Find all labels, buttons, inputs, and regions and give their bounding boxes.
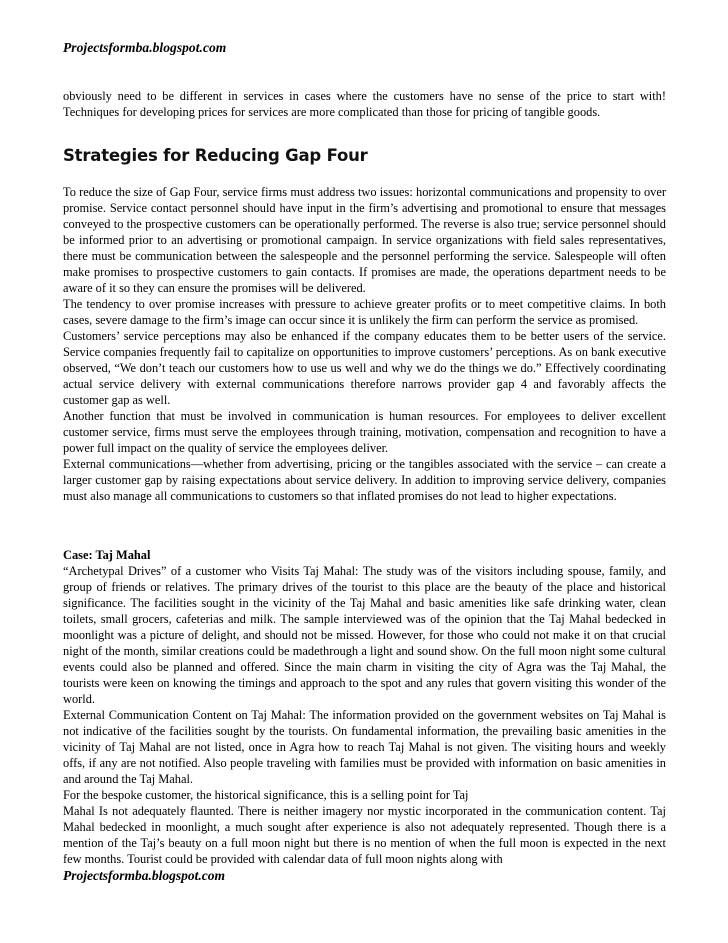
paragraph: obviously need to be different in services in cases where the customers have no sense of the price to start with! Techniques for developing prices for services are more complicated than those for pricing of tangible goods. <box>63 89 666 119</box>
case-section <box>63 547 666 867</box>
paragraph: External communications—whether from advertising, pricing or the tangibles associated with the service – can create a larger customer gap by raising expectations about service delivery. In addition to improving service delivery, companies must also manage all communications to customers so that inflated promises do not lead to higher expectations. <box>63 457 666 503</box>
intro-text <box>63 88 666 120</box>
paragraph: Another function that must be involved in communication is human resources. For employees to deliver excellent customer service, firms must serve the employees through training, motivation, compensation and recognition to have a power full impact on the quality of service the employees deliver. <box>63 409 666 455</box>
section-heading: Strategies for Reducing Gap Four <box>63 146 368 165</box>
paragraph: To reduce the size of Gap Four, service firms must address two issues: horizontal communications and propensity to over promise. Service contact personnel should have input in the firm’s advertising and promotional to ensure that messages conveyed to the prospective customers can be operationally performed. The reverse is also true; service personnel should be informed prior to an advertising or promotional campaign. In service organizations with field sales representatives, there must be communication between the salespeople and the personnel performing the service. Salespeople will often make promises to prospective customers to gain contacts. If promises are made, the operations department needs to be aware of it so they can ensure the promises will be delivered. <box>63 185 666 295</box>
paragraph: Mahal Is not adequately flaunted. There is neither imagery nor mystic incorporated in the communication content. Taj Mahal bedecked in moonlight, a much sought after experience is also not adequately represented. Though there is a mention of the Taj’s beauty on a full moon night but there is no mention of when the full moon is expected in the next few months. Tourist could be provided with calendar data of full moon nights along with <box>63 804 666 866</box>
paragraph: For the bespoke customer, the historical significance, this is a selling point for Taj <box>63 788 469 802</box>
paragraph: Customers’ service perceptions may also be enhanced if the company educates them to be better users of the service. Service companies frequently fail to capitalize on opportunities to improve customers’ perceptions. As on bank executive observed, “We don’t teach our customers how to use us well and why we do the things we do.” Effectively coordinating actual service delivery with external communications therefore narrows provider gap 4 and favorably affects the customer gap as well. <box>63 329 666 407</box>
case-heading: Case: Taj Mahal <box>63 548 151 562</box>
paragraph: “Archetypal Drives” of a customer who Visits Taj Mahal: The study was of the visitors including spouse, family, and group of friends or relatives. The primary drives of the tourist to this place are the beauty of the place and historical significance. The facilities sought in the vicinity of the Taj Mahal and basic amenities like safe drinking water, clean toilets, small grocers, cafeterias and milk. The sample interviewed was of the opinion that the Taj Mahal bedecked in moonlight was a picture of delight, and should not be missed. However, for those who could not make it on that crucial night of the month, similar creations could be madethrough a light and sound show. On the full moon night some cultural events could also be planned and offered. Since the main charm in visiting the city of Agra was the Taj Mahal, the tourists were keen on knowing the timings and approach to the spot and any rules that govern visiting this wonder of the world. <box>63 564 666 706</box>
paragraph: The tendency to over promise increases with pressure to achieve greater profits or to meet competitive claims. In both cases, severe damage to the firm’s image can occur since it is unlikely the firm can perform the service as promised. <box>63 297 666 327</box>
section-body <box>63 184 666 504</box>
page-header: Projectsformba.blogspot.com <box>63 40 227 55</box>
page-footer: Projectsformba.blogspot.com <box>63 868 225 883</box>
paragraph: External Communication Content on Taj Mahal: The information provided on the government websites on Taj Mahal is not indicative of the facilities sought by the tourists. On fundamental information, the prevailing basic amenities in the vicinity of Taj Mahal are not listed, once in Agra how to reach Taj Mahal is not given. The visiting hours and weekly offs, if any are not notified. Also people traveling with families must be provided with information on basic amenities in and around the Taj Mahal. <box>63 708 666 786</box>
